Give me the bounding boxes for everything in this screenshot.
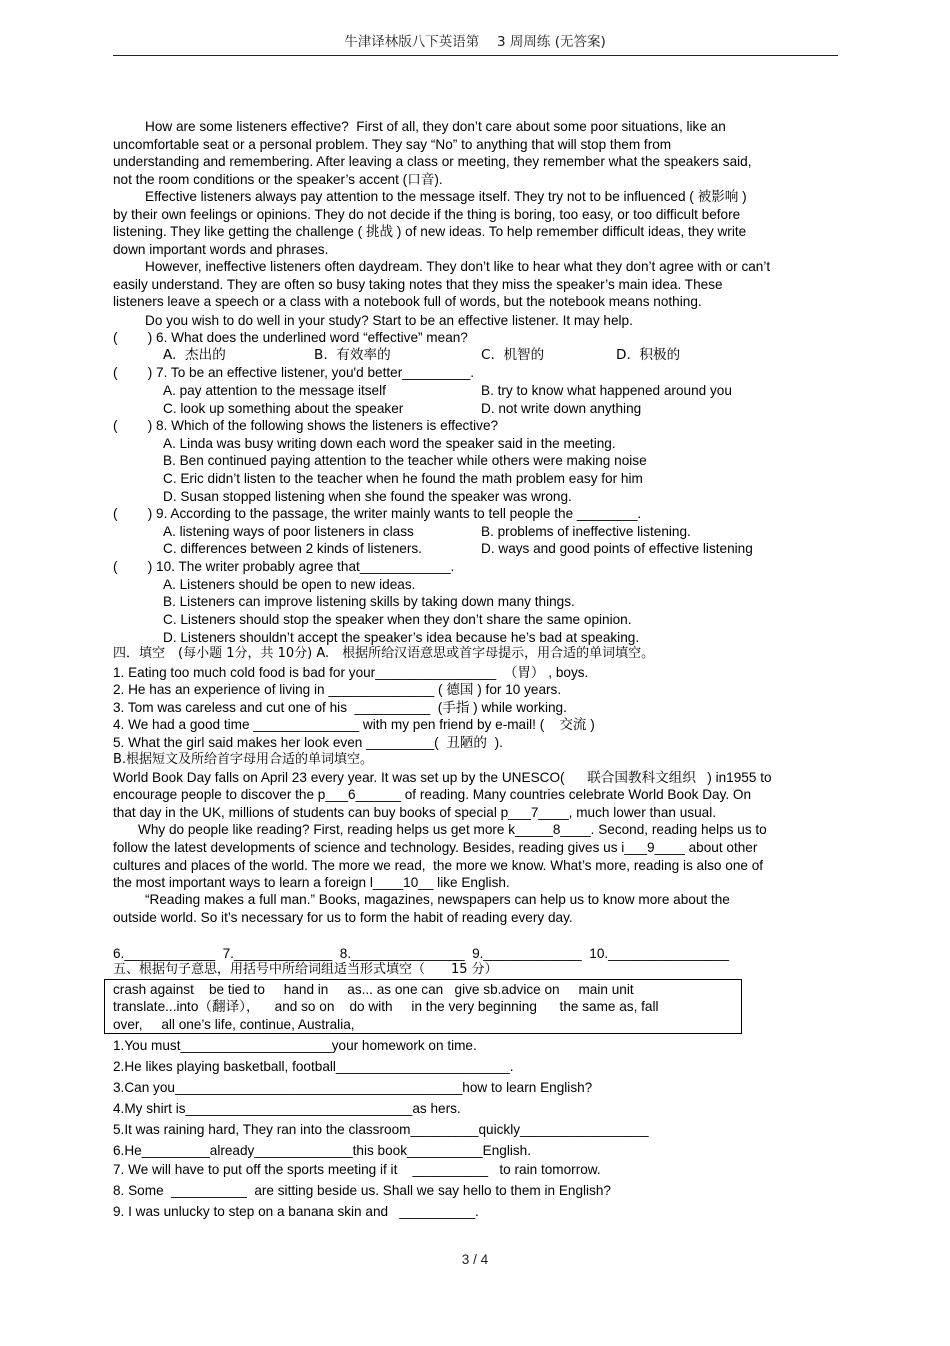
header-rule (113, 55, 838, 56)
cloze-line: that day in the UK, millions of students can buy books of special p___7____, much lower than usual. (113, 805, 717, 820)
word-bank-line: over, all one’s life, continue, Australia, (113, 1017, 355, 1032)
cloze-line: Why do people like reading? First, reading helps us get more k_____8____. Second, reading helps us to (138, 822, 767, 837)
cloze-line: World Book Day falls on April 23 every year. It was set up by the UNESCO( 联合国教科文组织 ) in1955 to (113, 770, 772, 785)
question-option: A. pay attention to the message itself (163, 383, 386, 398)
phrase-item: 1.You must____________________your homework on time. (113, 1038, 477, 1053)
question-option: A. Linda was busy writing down each word the speaker said in the meeting. (163, 436, 616, 451)
question-option: D. Listeners shouldn’t accept the speaker’s idea because he’s bad at speaking. (163, 630, 640, 645)
passage-line: by their own feelings or opinions. They do not decide if the thing is boring, too easy, or too difficult before (113, 207, 741, 222)
section5-title: 五、根据句子意思，用括号中所给词组适当形式填空（ 15 分） (113, 962, 498, 977)
question-option: D. 积极的 (616, 347, 681, 363)
passage-line: down important words and phrases. (113, 242, 329, 257)
word-bank-line: translate...into（翻译）， and so on do with in the very beginning the same as, fall (113, 999, 659, 1014)
question-option: A. 杰出的 (163, 347, 226, 363)
passage-line: Do you wish to do well in your study? Start to be an effective listener. It may help. (145, 313, 633, 328)
question-option: B. Listeners can improve listening skills by taking down many things. (163, 594, 575, 609)
cloze-line: follow the latest developments of science and technology. Besides, reading gives us i___9____ about other (113, 840, 758, 855)
question-option: D. Susan stopped listening when she found the speaker was wrong. (163, 489, 572, 504)
passage-line: easily understand. They are often so busy taking notes that they miss the speaker’s main idea. These (113, 277, 723, 292)
question-option: C. 机智的 (481, 347, 545, 363)
question-option: C. Eric didn’t listen to the teacher when he found the math problem easy for him (163, 471, 643, 486)
question-stem: ( ) 9. According to the passage, the writer mainly wants to tell people the ________. (113, 506, 642, 521)
question-option: D. ways and good points of effective listening (481, 541, 753, 556)
passage-line: understanding and remembering. After leaving a class or meeting, they remember what the speakers said, (113, 154, 752, 169)
passage-line: not the room conditions or the speaker’s accent (口音). (113, 172, 443, 187)
phrase-item: 5.It was raining hard, They ran into the classroom_________quickly_________________ (113, 1122, 649, 1137)
passage-line: uncomfortable seat or a personal problem. They say “No” to anything that will stop them from (113, 137, 672, 152)
cloze-answer-blanks: 6.____________ 7._____________ 8._______________ 9._____________ 10.________________ (113, 946, 730, 961)
question-option: B. 有效率的 (314, 347, 391, 363)
page-header: 牛津译林版八下英语第 3 周周练 (无答案) (344, 34, 606, 50)
question-stem: ( ) 10. The writer probably agree that____________. (113, 559, 455, 574)
cloze-line: “Reading makes a full man.” Books, magazines, newspapers can help us to know more about the (145, 892, 730, 907)
phrase-item: 9. I was unlucky to step on a banana skin and __________. (113, 1204, 479, 1219)
fill-item: 2. He has an experience of living in ______________ ( 德国 ) for 10 years. (113, 682, 562, 697)
phrase-item: 7. We will have to put off the sports meeting if it __________ to rain tomorrow. (113, 1162, 601, 1177)
cloze-line: encourage people to discover the p___6______ of reading. Many countries celebrate World Book Day. On (113, 787, 752, 802)
word-bank-line: crash against be tied to hand in as... as one can give sb.advice on main unit (113, 982, 634, 997)
question-option: A. listening ways of poor listeners in class (163, 524, 414, 539)
question-option: C. differences between 2 kinds of listeners. (163, 541, 422, 556)
question-stem: ( ) 6. What does the underlined word “effective” mean? (113, 330, 468, 345)
question-stem: ( ) 7. To be an effective listener, you'd better_________. (113, 365, 475, 380)
question-option: D. not write down anything (481, 401, 642, 416)
phrase-item: 8. Some __________ are sitting beside us. Shall we say hello to them in English? (113, 1183, 611, 1198)
phrase-item: 3.Can you______________________________________how to learn English? (113, 1080, 593, 1095)
passage-line: Effective listeners always pay attention to the message itself. They try not to be influenced ( 被影响 ) (145, 189, 747, 204)
passage-line: listening. They like getting the challenge ( 挑战 ) of new ideas. To help remember difficult ideas, they write (113, 224, 747, 239)
cloze-line: cultures and places of the world. The more we read, the more we know. What’s more, reading is also one of (113, 858, 764, 873)
question-stem: ( ) 8. Which of the following shows the listeners is effective? (113, 418, 499, 433)
question-option: B. try to know what happened around you (481, 383, 732, 398)
passage-line: How are some listeners effective? First of all, they don’t care about some poor situations, like an (145, 119, 726, 134)
question-option: C. Listeners should stop the speaker when they don’t share the same opinion. (163, 612, 632, 627)
phrase-item: 4.My shirt is______________________________as hers. (113, 1101, 461, 1116)
passage-line: listeners leave a speech or a class with a notebook full of words, but the notebook means nothing. (113, 294, 702, 309)
phrase-item: 2.He likes playing basketball, football_______________________. (113, 1059, 514, 1074)
passage-line: However, ineffective listeners often daydream. They don’t like to hear what they don’t agree with or can’t (145, 259, 771, 274)
cloze-line: outside world. So it’s necessary for us to form the habit of reading every day. (113, 910, 573, 925)
question-option: B. problems of ineffective listening. (481, 524, 691, 539)
fill-item: 5. What the girl said makes her look even _________( 丑陋的 ). (113, 735, 503, 750)
phrase-item: 6.He_________already_____________this book__________English. (113, 1143, 531, 1158)
section4-title: 四．填空 (每小题 1分，共 10分) A. 根据所给汉语意思或首字母提示，用合适的单词填空。 (113, 646, 655, 661)
question-option: B. Ben continued paying attention to the teacher while others were making noise (163, 453, 647, 468)
section4-partB-title: B.根据短文及所给首字母用合适的单词填空。 (113, 752, 374, 767)
page-number: 3 / 4 (461, 1252, 489, 1267)
fill-item: 3. Tom was careless and cut one of his __________ (手指 ) while working. (113, 700, 567, 715)
fill-item: 1. Eating too much cold food is bad for your________________ （胃） , boys. (113, 665, 589, 680)
cloze-line: the most important ways to learn a foreign l____10__ like English. (113, 875, 510, 890)
question-option: A. Listeners should be open to new ideas. (163, 577, 416, 592)
fill-item: 4. We had a good time ______________ with my pen friend by e-mail! ( 交流 ) (113, 717, 595, 732)
question-option: C. look up something about the speaker (163, 401, 404, 416)
